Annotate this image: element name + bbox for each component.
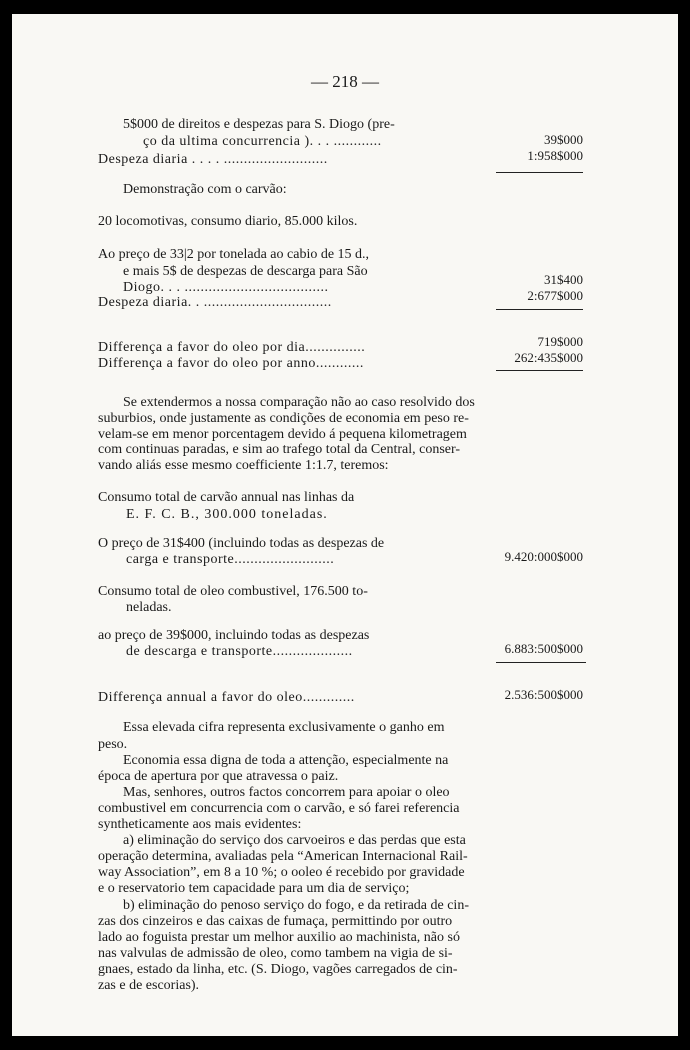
amount-value: 2.536:500$000 <box>504 687 583 702</box>
text-line: peso. <box>98 737 128 752</box>
amount-value: 39$000 <box>544 132 583 147</box>
text-line: way Association”, em 8 a 10 %; o ooleo é recebido por gravidade <box>98 865 465 880</box>
text-line: Consumo total de oleo combustivel, 176.500 to- <box>98 584 368 599</box>
text-line: vando aliás esse mesmo coefficiente 1:1.7, teremos: <box>98 458 389 473</box>
text-line: gnaes, estado da linha, etc. (S. Diogo, vagões carregados de cin- <box>98 962 458 977</box>
text-line: ço da ultima concurrencia ). . . ............ <box>143 134 382 149</box>
text-line: zas dos cinzeiros e das caixas de fumaça, permittindo por outro <box>98 914 453 929</box>
text-line: syntheticamente aos mais evidentes: <box>98 817 302 832</box>
amount-value: 262:435$000 <box>514 350 583 365</box>
amount-value: 31$400 <box>544 272 583 287</box>
text-line: zas e de escorias). <box>98 978 200 993</box>
text-line: Ao preço de 33|2 por tonelada ao cabio de 15 d., <box>98 247 370 262</box>
text-line: ao preço de 39$000, incluindo todas as despezas <box>98 628 370 643</box>
text-line: Mas, senhores, outros factos concorrem para apoiar o oleo <box>123 785 450 800</box>
amount-value: 719$000 <box>537 334 583 349</box>
text-line: época de apertura por que atravessa o paiz. <box>98 769 339 784</box>
text-line: Despeza diaria. . ................................ <box>98 295 332 310</box>
text-line: operação determina, avaliadas pela “American Internacional Rail- <box>98 849 468 864</box>
text-line: Differença a favor do oleo por dia............... <box>98 340 366 355</box>
text-line: de descarga e transporte.................... <box>126 644 353 659</box>
text-line: carga e transporte......................... <box>126 552 335 567</box>
text-line: b) eliminação do penoso serviço do fogo, e da retirada de cin- <box>123 898 469 913</box>
text-line: suburbios, onde justamente as condições de economia em peso re- <box>98 411 469 426</box>
text-line: Diogo. . . .................................... <box>123 280 329 295</box>
text-line: Differença annual a favor do oleo............. <box>98 690 355 705</box>
sum-rule <box>496 370 583 371</box>
text-line: Despeza diaria . . . . .......................... <box>98 152 328 167</box>
text-line: lado ao foguista prestar um melhor auxilio ao machinista, não só <box>98 930 460 945</box>
sum-rule <box>496 172 583 173</box>
text-line: e o reservatorio tem capacidade para um dia de serviço; <box>98 881 410 896</box>
text-line: 20 locomotivas, consumo diario, 85.000 kilos. <box>98 214 358 229</box>
text-line: nas valvulas de admissão de oleo, como tambem na vigia de si- <box>98 946 453 961</box>
sum-rule <box>496 309 583 310</box>
text-line: Economia essa digna de toda a attenção, especialmente na <box>123 753 449 768</box>
text-line: Essa elevada cifra representa exclusivamente o ganho em <box>123 720 445 735</box>
text-line: e mais 5$ de despezas de descarga para São <box>123 264 368 279</box>
text-line: 5$000 de direitos e despezas para S. Diogo (pre- <box>123 117 395 132</box>
amount-value: 6.883:500$000 <box>504 641 583 656</box>
sum-rule <box>496 662 586 663</box>
text-line: Differença a favor do oleo por anno............ <box>98 356 364 371</box>
amount-value: 9.420:000$000 <box>504 549 583 564</box>
text-line: Se extendermos a nossa comparação não ao caso resolvido dos <box>123 395 475 410</box>
section-heading: Demonstração com o carvão: <box>123 182 287 197</box>
amount-value: 2:677$000 <box>527 288 583 303</box>
text-line: combustivel em concurrencia com o carvão, e só farei referencia <box>98 801 460 816</box>
text-line: Consumo total de carvão annual nas linhas da <box>98 490 355 505</box>
text-line: velam-se em menor porcentagem devido á pequena kilometragem <box>98 427 467 442</box>
text-line: O preço de 31$400 (incluindo todas as despezas de <box>98 536 385 551</box>
text-line: E. F. C. B., 300.000 toneladas. <box>126 507 328 522</box>
text-line: neladas. <box>126 600 172 615</box>
page-number: — 218 — <box>311 72 379 91</box>
text-line: com continuas paradas, e sim ao trafego total da Central, conser- <box>98 442 461 457</box>
amount-value: 1:958$000 <box>527 148 583 163</box>
document-page <box>12 14 678 1036</box>
text-line: a) eliminação do serviço dos carvoeiros e das perdas que esta <box>123 833 466 848</box>
